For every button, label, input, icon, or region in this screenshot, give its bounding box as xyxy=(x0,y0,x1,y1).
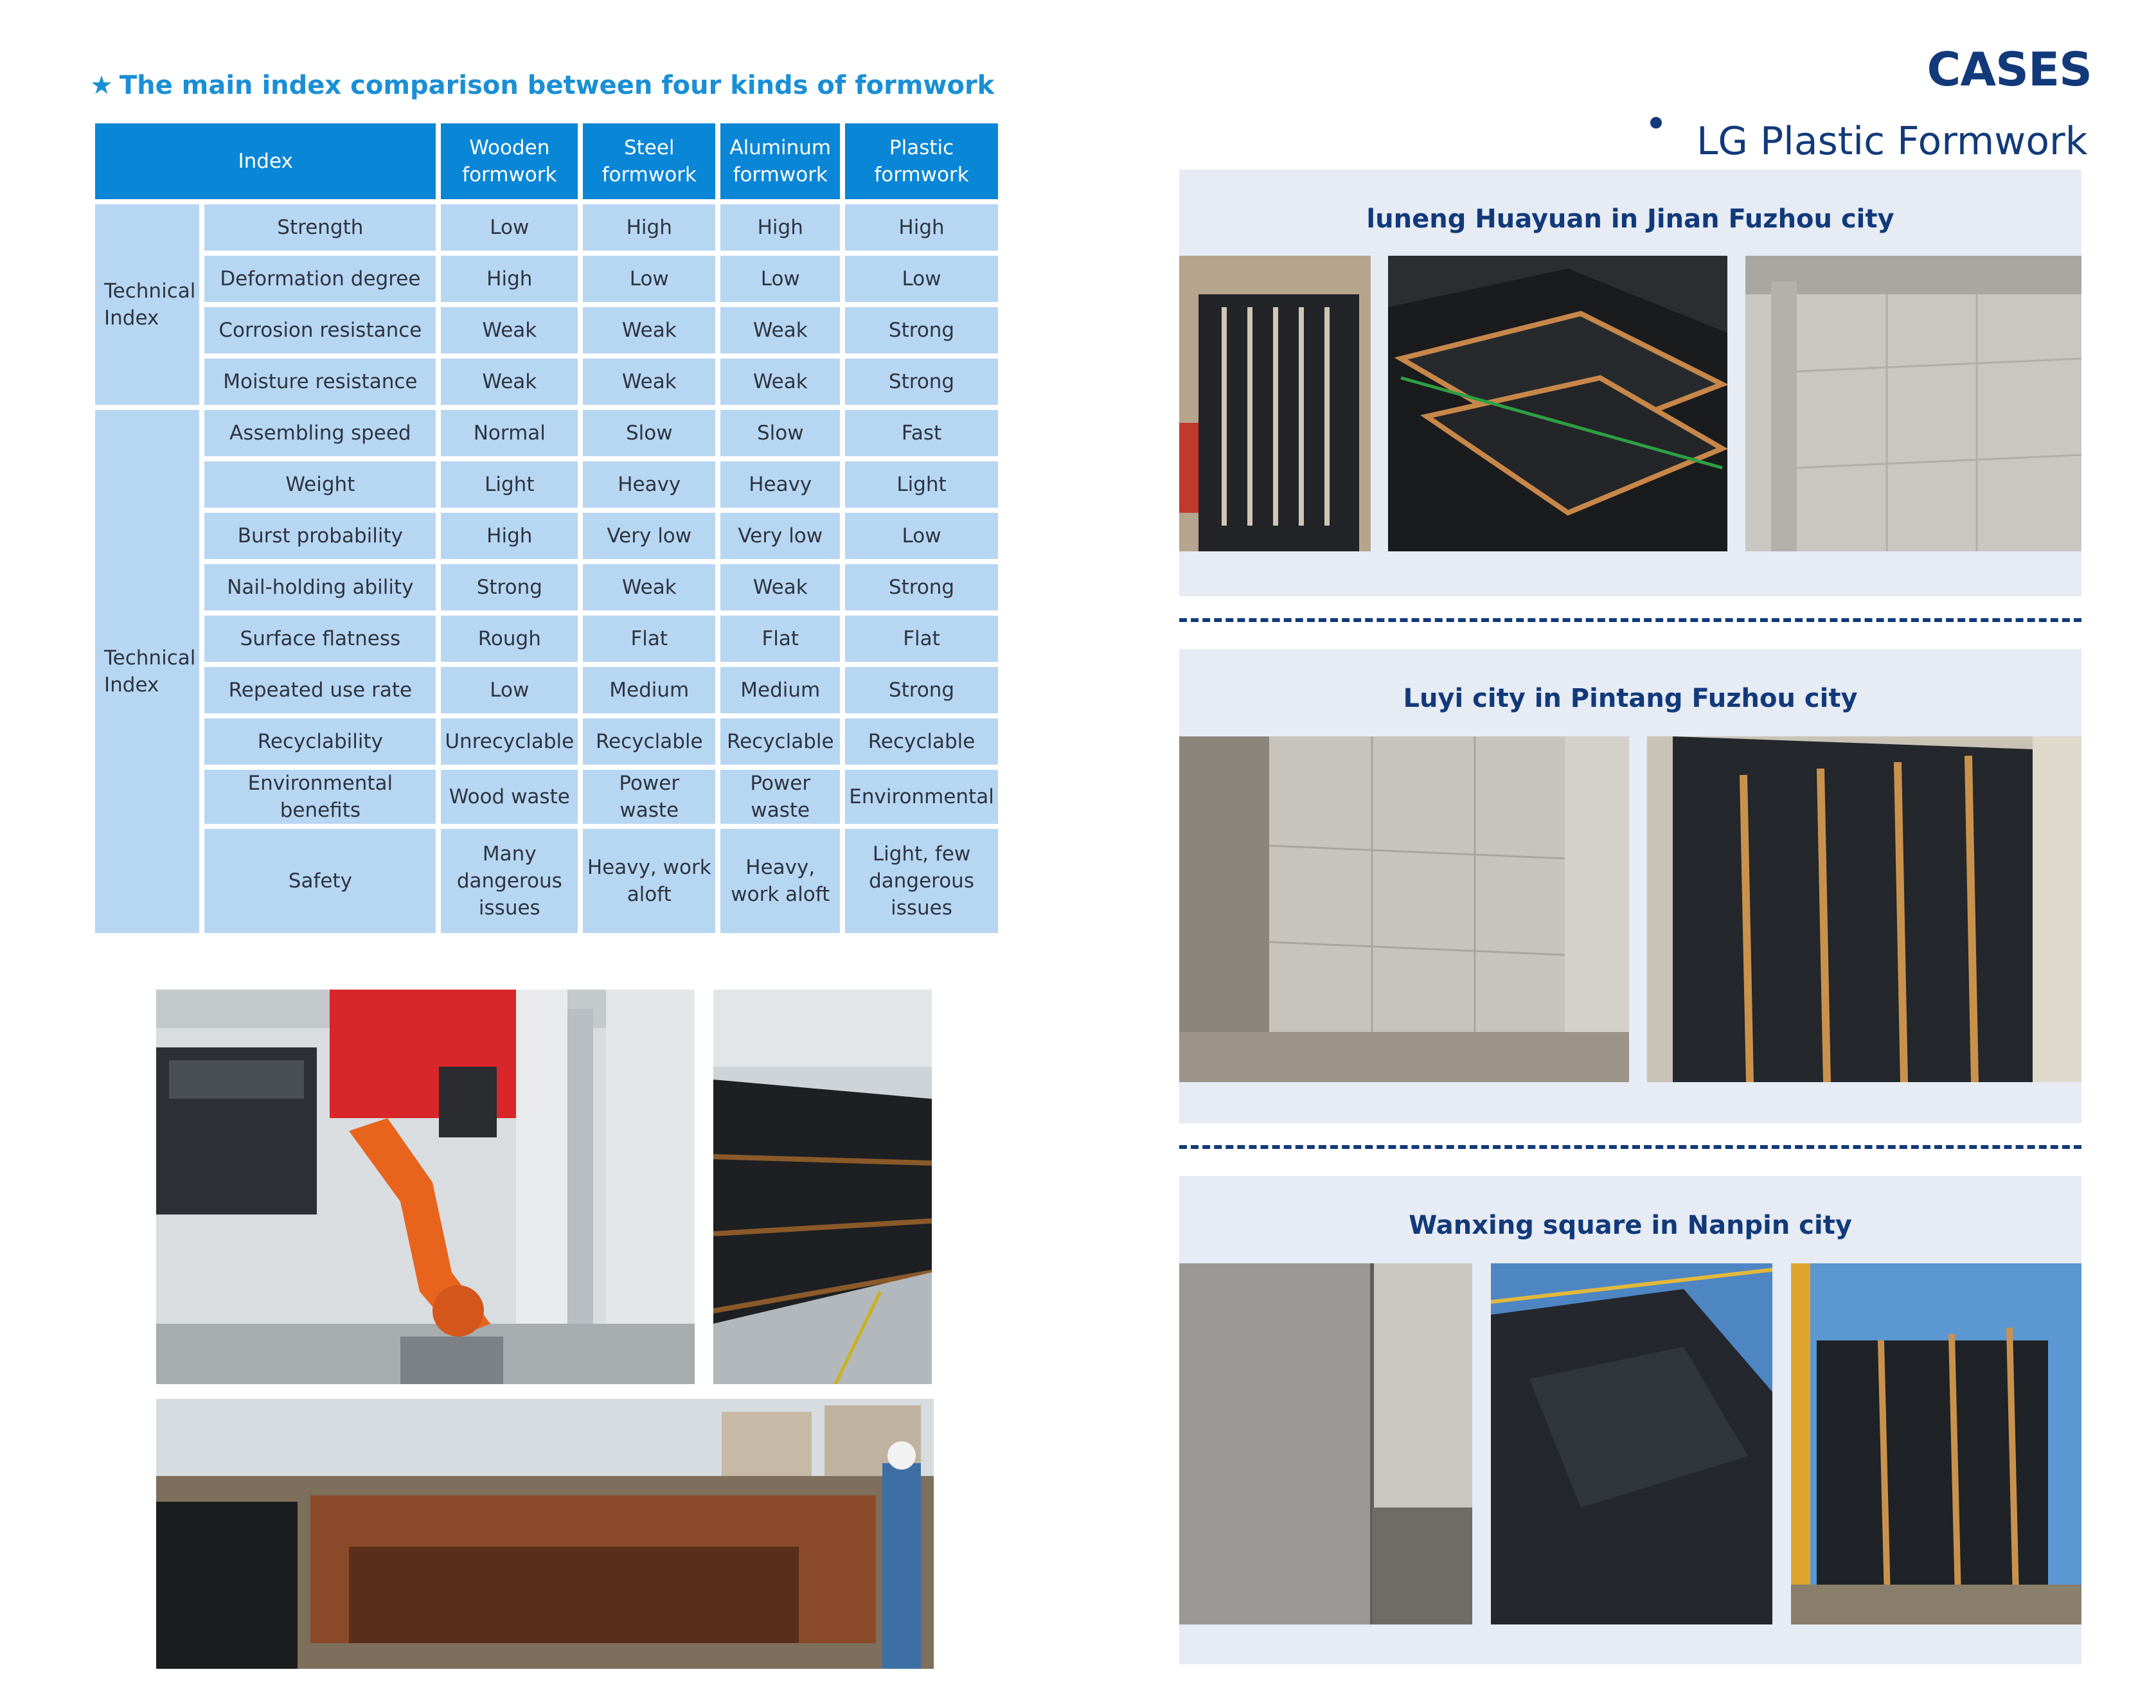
row-index: Strength xyxy=(204,204,436,251)
cell-wooden: Weak xyxy=(441,359,578,405)
warehouse-stacks-photo xyxy=(713,990,932,1384)
cell-plastic: Low xyxy=(845,256,998,302)
dashed-divider xyxy=(1179,618,2081,622)
comparison-title xyxy=(90,71,994,100)
cell-steel: Power waste xyxy=(583,770,715,824)
cell-aluminum: Heavy xyxy=(720,461,840,508)
cell-aluminum: Weak xyxy=(720,307,840,353)
row-index: Nail-holding ability xyxy=(204,564,436,610)
bullet-icon xyxy=(1650,117,1662,129)
row-index: Safety xyxy=(204,829,436,933)
cell-steel: Recyclable xyxy=(583,718,715,765)
case-photo xyxy=(1179,256,1371,551)
product-name: LG Plastic Formwork xyxy=(1697,119,2088,164)
cell-steel: Very low xyxy=(583,513,715,559)
cell-steel: Medium xyxy=(583,667,715,713)
table-row xyxy=(95,564,998,610)
cell-aluminum: Low xyxy=(720,256,840,302)
cell-aluminum: Slow xyxy=(720,410,840,456)
case-photo xyxy=(1647,736,2081,1082)
case-photo xyxy=(1179,1263,1472,1624)
cell-steel: Weak xyxy=(583,564,715,610)
cell-wooden: Weak xyxy=(441,307,578,353)
cell-aluminum: High xyxy=(720,204,840,251)
cases-heading: CASES xyxy=(1927,42,2092,96)
table-row xyxy=(95,256,998,302)
row-index: Burst probability xyxy=(204,513,436,559)
group-label: Technical Index xyxy=(95,204,199,405)
table-row xyxy=(95,513,998,559)
cell-wooden: Strong xyxy=(441,564,578,610)
cell-wooden: High xyxy=(441,513,578,559)
cell-steel: Heavy, work aloft xyxy=(583,829,715,933)
cell-plastic: Strong xyxy=(845,667,998,713)
table-row xyxy=(95,718,998,765)
cell-wooden: Low xyxy=(441,667,578,713)
table-row xyxy=(95,204,998,251)
cell-aluminum: Weak xyxy=(720,564,840,610)
table-row xyxy=(95,770,998,824)
cell-aluminum: Weak xyxy=(720,359,840,405)
dashed-divider xyxy=(1179,1145,2081,1149)
header-steel: Steel formwork xyxy=(583,123,715,199)
cell-steel: Low xyxy=(583,256,715,302)
cell-aluminum: Power waste xyxy=(720,770,840,824)
row-index: Assembling speed xyxy=(204,410,436,456)
case-photo xyxy=(1179,736,1629,1082)
cell-aluminum: Flat xyxy=(720,616,840,662)
cell-plastic: High xyxy=(845,204,998,251)
table-row xyxy=(95,410,998,456)
row-index: Environmental benefits xyxy=(204,770,436,824)
row-index: Repeated use rate xyxy=(204,667,436,713)
cell-plastic: Recyclable xyxy=(845,718,998,765)
cell-wooden: High xyxy=(441,256,578,302)
cell-aluminum: Medium xyxy=(720,667,840,713)
cell-wooden: Rough xyxy=(441,616,578,662)
cell-plastic: Fast xyxy=(845,410,998,456)
cell-wooden: Normal xyxy=(441,410,578,456)
cell-plastic: Light xyxy=(845,461,998,508)
table-row xyxy=(95,461,998,508)
cell-plastic: Strong xyxy=(845,359,998,405)
case-photo xyxy=(1791,1263,2081,1624)
cell-wooden: Low xyxy=(441,204,578,251)
case-photo xyxy=(1491,1263,1772,1624)
cell-plastic: Environmental xyxy=(845,770,998,824)
cell-wooden: Light xyxy=(441,461,578,508)
table-header-row xyxy=(95,123,998,199)
cell-plastic: Strong xyxy=(845,564,998,610)
header-index: Index xyxy=(95,123,436,199)
case-photo xyxy=(1745,256,2081,551)
construction-site-photo xyxy=(156,1399,934,1669)
robot-arm-photo xyxy=(156,990,695,1384)
table-row xyxy=(95,359,998,405)
cell-aluminum: Very low xyxy=(720,513,840,559)
table-row xyxy=(95,616,998,662)
row-index: Recyclability xyxy=(204,718,436,765)
cell-wooden: Many dangerous issues xyxy=(441,829,578,933)
header-plastic: Plastic formwork xyxy=(845,123,998,199)
row-index: Deformation degree xyxy=(204,256,436,302)
case-photo xyxy=(1388,256,1727,551)
cell-steel: Slow xyxy=(583,410,715,456)
row-index: Corrosion resistance xyxy=(204,307,436,353)
cell-wooden: Unrecyclable xyxy=(441,718,578,765)
row-index: Weight xyxy=(204,461,436,508)
cell-steel: Flat xyxy=(583,616,715,662)
case-title: Wanxing square in Nanpin city xyxy=(1409,1211,1852,1240)
star-icon: ★ xyxy=(90,71,113,100)
group-label: Technical Index xyxy=(95,410,199,933)
header-wooden: Wooden formwork xyxy=(441,123,578,199)
cell-aluminum: Recyclable xyxy=(720,718,840,765)
cell-steel: Heavy xyxy=(583,461,715,508)
cell-plastic: Strong xyxy=(845,307,998,353)
cell-plastic: Light, few dangerous issues xyxy=(845,829,998,933)
cell-steel: Weak xyxy=(583,307,715,353)
case-title: Luyi city in Pintang Fuzhou city xyxy=(1403,684,1858,713)
row-index: Moisture resistance xyxy=(204,359,436,405)
table-row xyxy=(95,829,998,933)
cell-aluminum: Heavy, work aloft xyxy=(720,829,840,933)
cell-steel: High xyxy=(583,204,715,251)
comparison-table xyxy=(90,118,1003,938)
comparison-title-text: The main index comparison between four kinds of formwork xyxy=(119,71,995,100)
cell-plastic: Flat xyxy=(845,616,998,662)
cell-steel: Weak xyxy=(583,359,715,405)
table-row xyxy=(95,307,998,353)
case-title: luneng Huayuan in Jinan Fuzhou city xyxy=(1366,204,1894,234)
row-index: Surface flatness xyxy=(204,616,436,662)
table-row xyxy=(95,667,998,713)
header-aluminum: Aluminum formwork xyxy=(720,123,840,199)
cell-wooden: Wood waste xyxy=(441,770,578,824)
cell-plastic: Low xyxy=(845,513,998,559)
